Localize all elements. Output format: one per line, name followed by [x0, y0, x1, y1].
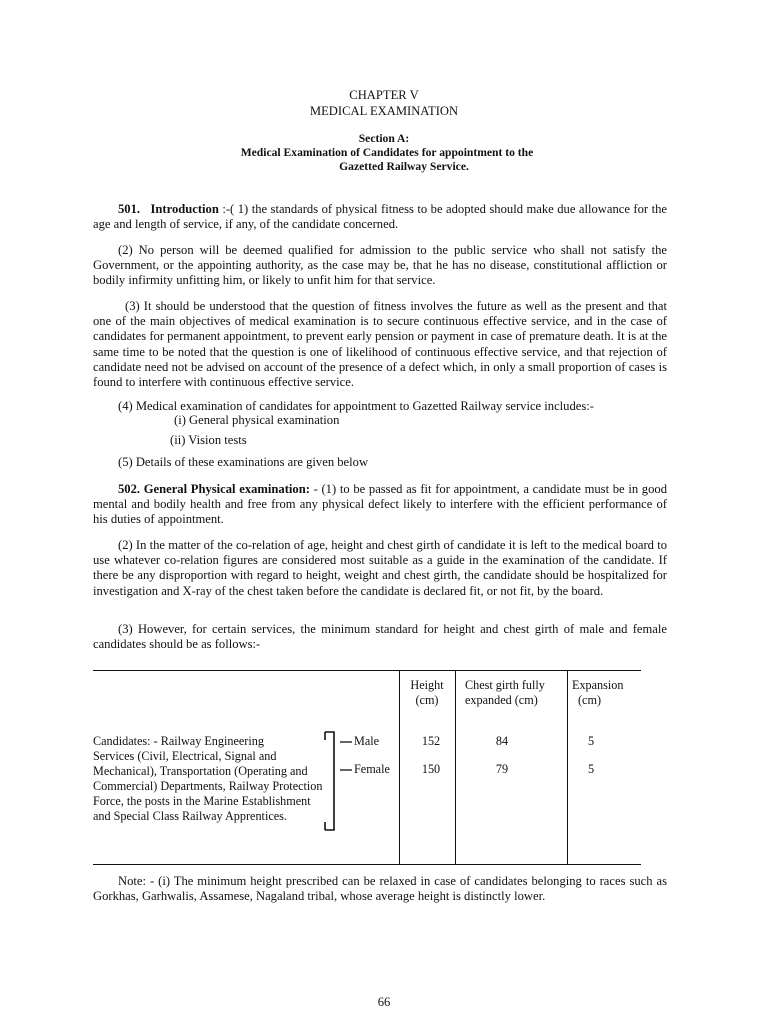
candidates-line: Commercial) Departments, Railway Protection	[93, 779, 323, 793]
candidates-line: Candidates: - Railway Engineering	[93, 734, 264, 748]
chapter-heading	[0, 87, 768, 119]
row-label-female: Female	[354, 762, 390, 776]
column-header-expansion	[572, 678, 623, 708]
table-bottom-rule	[93, 864, 641, 865]
cell-female-chest: 79	[495, 762, 509, 776]
column-header-height-line-2: (cm)	[415, 693, 439, 707]
column-header-chest-girth	[465, 678, 545, 708]
table-top-rule	[93, 670, 641, 671]
candidates-line: Services (Civil, Electrical, Signal and	[93, 749, 277, 763]
column-header-height-line-1: Height	[410, 678, 444, 692]
column-header-expansion-line-1: Expansion	[572, 678, 624, 692]
column-header-chest-line-1: Chest girth fully	[465, 678, 545, 692]
section-title-line-1: Medical Examination of Candidates for appointment to the	[240, 146, 534, 159]
table-note: Note: - (i) The minimum height prescribed can be relaxed in case of candidates belonging to races such as Gorkhas, Garhwalis, Assamese, Nagaland tribal, whose average height is distinctly lower.	[93, 874, 667, 904]
paragraph-501-4: (4) Medical examination of candidates for appointment to Gazetted Railway service includes:-	[118, 399, 594, 413]
paragraph-501-3: (3) It should be understood that the question of fitness involves the future as well as the present and that one of the main objectives of medical examination is to secure continuous effective service, and in the case of candidates for permanent appointment, to prevent early pension or payment in case of premature death. It is at the same time to be noted that the question is one of likelihood of continuous effective service, and that rejection of candidate need not be advised on account of the presence of a defect which, in only a small proportion of cases is found to interfere with continuous effective service.	[93, 299, 667, 390]
column-header-height	[399, 678, 455, 708]
section-heading	[0, 132, 768, 174]
paragraph-502-2: (2) In the matter of the co-relation of age, height and chest girth of candidate it is left to the medical board to use whatever co-relation figures are considered most suitable as a guide in the examination of the candidate. If there be any disproportion with regard to height, weight and chest girth, the candidate should be hospitalized for investigation and X-ray of the chest taken before the candidate is declared fit, or not fit, by the board.	[93, 538, 667, 598]
chapter-title: MEDICAL EXAMINATION	[309, 104, 459, 118]
paragraph-502-number: 502	[118, 482, 137, 496]
paragraph-501-text: :-( 1) the standards of physical fitness to be adopted should make due allowance for the age and length of service, if any, of the candidate concerned.	[93, 202, 667, 232]
cell-female-expansion: 5	[587, 762, 595, 776]
candidates-line: Force, the posts in the Marine Establishment	[93, 794, 311, 808]
paragraph-501-heading: Introduction	[150, 202, 219, 216]
cell-male-height: 152	[421, 734, 441, 748]
candidates-line: and Special Class Railway Apprentices.	[93, 809, 287, 823]
list-item-general-physical: (i) General physical examination	[174, 413, 340, 427]
paragraph-501	[93, 202, 667, 232]
paragraph-501-number: 501.	[118, 202, 141, 216]
paragraph-502-text: - (1) to be passed as fit for appointment, a candidate must be in good mental and bodily health and free from any physical defect likely to interfere with the efficient performance of his duties of appointment.	[93, 482, 667, 527]
candidates-line: Mechanical), Transportation (Operating and	[93, 764, 308, 778]
section-label: Section A:	[358, 132, 410, 145]
paragraph-501-2: (2) No person will be deemed qualified for admission to the public service who shall not satisfy the Government, or the appointing authority, as the case may be, that he has no disease, constitutional affliction or bodily infirmity unfitting him, or likely to unfit him for that service.	[93, 243, 667, 288]
paragraph-501-5: (5) Details of these examinations are given below	[118, 455, 369, 469]
chapter-number: CHAPTER V	[349, 88, 419, 102]
column-header-expansion-line-2: (cm)	[578, 693, 602, 707]
paragraph-502-heading: . General Physical examination:	[136, 482, 310, 496]
paragraph-502	[93, 482, 667, 528]
paragraph-502-3: (3) However, for certain services, the minimum standard for height and chest girth of male and female candidates should be as follows:-	[93, 622, 667, 652]
list-item-vision-tests: (ii) Vision tests	[170, 433, 247, 447]
column-header-chest-line-2: expanded (cm)	[465, 693, 538, 707]
row-label-male: Male	[354, 734, 380, 748]
candidates-description	[93, 734, 322, 824]
section-title-line-2: Gazetted Railway Service.	[339, 160, 469, 173]
cell-male-chest: 84	[495, 734, 509, 748]
cell-female-height: 150	[421, 762, 441, 776]
page-number: 66	[377, 995, 391, 1009]
cell-male-expansion: 5	[587, 734, 595, 748]
